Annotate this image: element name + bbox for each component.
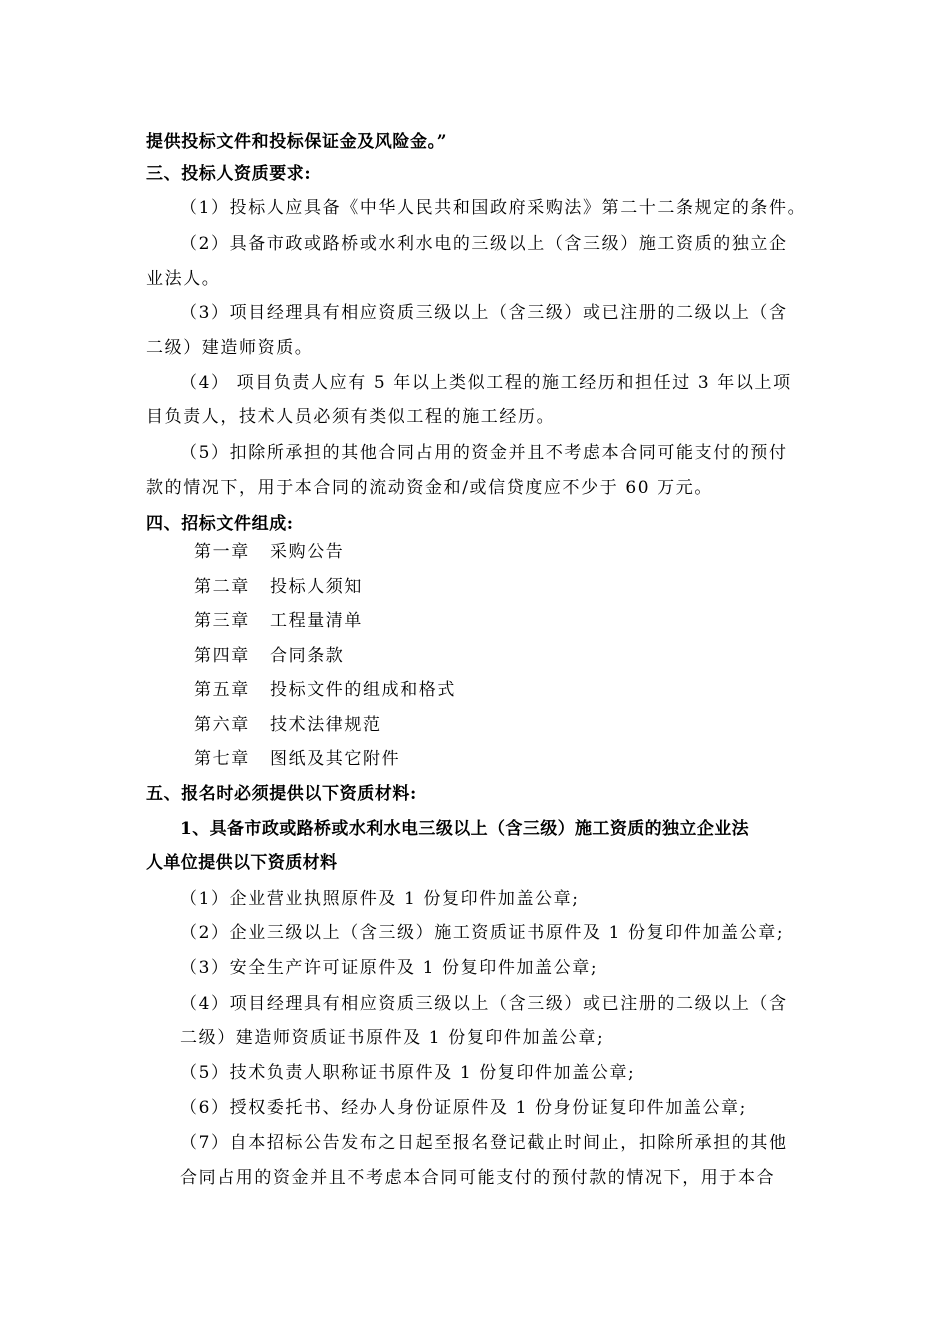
section3-item-4-cont: 目负责人，技术人员必须有类似工程的施工经历。	[146, 407, 556, 427]
section3-item-5-cont: 款的情况下，用于本合同的流动资金和/或信贷度应不少于 60 万元。	[146, 478, 713, 498]
intro-line: 提供投标文件和投标保证金及风险金。”	[146, 132, 448, 152]
section5-item-1: （1）企业营业执照原件及 1 份复印件加盖公章;	[180, 889, 580, 909]
section3-item-5: （5）扣除所承担的其他合同占用的资金并且不考虑本合同可能支付的预付	[180, 443, 788, 463]
section3-item-4: （4） 项目负责人应有 5 年以上类似工程的施工经历和担任过 3 年以上项	[180, 373, 792, 393]
section5-sub1: 1、具备市政或路桥或水利水电三级以上（含三级）施工资质的独立企业法	[180, 819, 750, 839]
section5-item-7: （7）自本招标公告发布之日起至报名登记截止时间止，扣除所承担的其他	[180, 1133, 788, 1153]
chapter-2-title: 投标人须知	[270, 577, 363, 597]
chapter-5-title: 投标文件的组成和格式	[270, 680, 456, 700]
chapter-3-num: 第三章	[194, 611, 250, 631]
section5-heading: 五、报名时必须提供以下资质材料:	[146, 784, 417, 804]
chapter-6-num: 第六章	[194, 715, 250, 735]
chapter-5-num: 第五章	[194, 680, 250, 700]
section5-item-3: （3）安全生产许可证原件及 1 份复印件加盖公章;	[180, 958, 599, 978]
chapter-2-num: 第二章	[194, 577, 250, 597]
chapter-1-num: 第一章	[194, 542, 250, 562]
chapter-4-title: 合同条款	[270, 646, 345, 666]
chapter-3-title: 工程量清单	[270, 611, 363, 631]
section3-item-3: （3）项目经理具有相应资质三级以上（含三级）或已注册的二级以上（含	[180, 303, 788, 323]
chapter-4-num: 第四章	[194, 646, 250, 666]
section3-item-1: （1）投标人应具备《中华人民共和国政府采购法》第二十二条规定的条件。	[180, 198, 807, 218]
section5-item-6: （6）授权委托书、经办人身份证原件及 1 份身份证复印件加盖公章;	[180, 1098, 747, 1118]
section3-item-3-cont: 二级）建造师资质。	[146, 338, 314, 358]
chapter-7-num: 第七章	[194, 749, 250, 769]
section5-item-4: （4）项目经理具有相应资质三级以上（含三级）或已注册的二级以上（含	[180, 994, 788, 1014]
section5-item-7-cont: 合同占用的资金并且不考虑本合同可能支付的预付款的情况下，用于本合	[180, 1168, 776, 1188]
section5-item-4-cont: 二级）建造师资质证书原件及 1 份复印件加盖公章;	[180, 1028, 605, 1048]
section3-item-2: （2）具备市政或路桥或水利水电的三级以上（含三级）施工资质的独立企	[180, 234, 788, 254]
section3-heading: 三、投标人资质要求:	[146, 164, 312, 184]
chapter-7-title: 图纸及其它附件	[270, 749, 401, 769]
section5-sub1-cont: 人单位提供以下资质材料	[146, 853, 338, 873]
section5-item-5: （5）技术负责人职称证书原件及 1 份复印件加盖公章;	[180, 1063, 636, 1083]
chapter-1-title: 采购公告	[270, 542, 345, 562]
section4-heading: 四、招标文件组成:	[146, 514, 294, 534]
chapter-6-title: 技术法律规范	[270, 715, 382, 735]
section5-item-2: （2）企业三级以上（含三级）施工资质证书原件及 1 份复印件加盖公章;	[180, 923, 785, 943]
section3-item-2-cont: 业法人。	[146, 269, 221, 289]
